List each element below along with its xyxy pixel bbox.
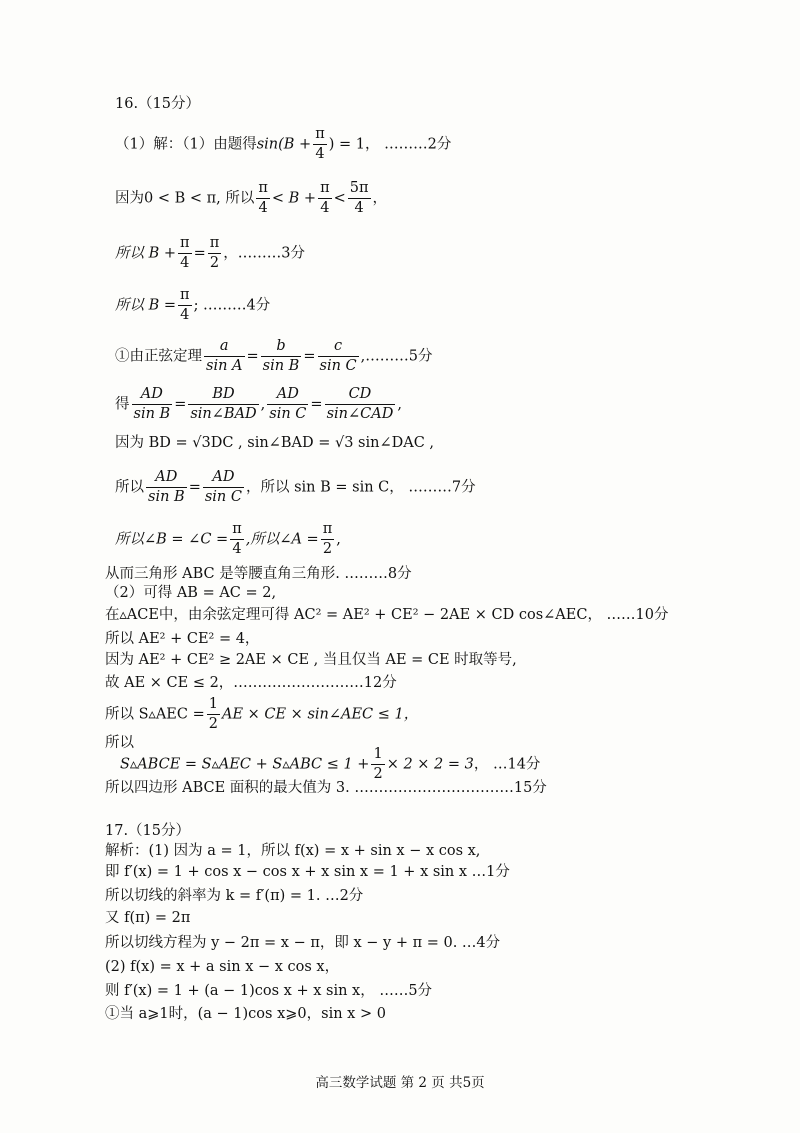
- text: ) = 1， ………2分: [328, 136, 452, 153]
- text: ,………5分: [360, 348, 433, 365]
- p17-line-7: 则 f′(x) = 1 + (a − 1)cos x + x sin x， ……5分: [105, 983, 433, 999]
- numerator: AD: [267, 387, 308, 405]
- math: ,: [336, 531, 341, 548]
- p16-line-12: 在▵ACE中，由余弦定理可得 AC² = AE² + CE² − 2AE × CD cos∠AEC， ……10分: [105, 607, 669, 623]
- p16-line-13: 所以 AE² + CE² = 4，: [105, 631, 260, 647]
- denominator: sin∠BAD: [190, 406, 257, 423]
- math: S▵ABCE = S▵AEC + S▵ABC ≤ 1 +: [120, 756, 370, 773]
- fraction-pi-4: [230, 522, 244, 557]
- math: =: [303, 348, 316, 365]
- fraction-AD-sinB: [146, 470, 187, 505]
- fraction-1-2: [207, 697, 220, 732]
- denominator: 4: [320, 200, 330, 217]
- p16-line-19: 所以四边形 ABCE 面积的最大值为 3. ……………………………15分: [105, 780, 547, 796]
- fraction-AD-sinB: [132, 387, 173, 422]
- text: ， …14分: [473, 756, 541, 773]
- text: 所以 S▵AEC =: [105, 706, 205, 723]
- fraction-c-sinC: [318, 339, 359, 374]
- text: 因为0 < B < π, 所以: [115, 190, 255, 207]
- p17-line-4: 又 f(π) = 2π: [105, 910, 191, 926]
- p16-line-11: （2）可得 AB = AC = 2,: [105, 585, 277, 601]
- fraction-1-2: [371, 747, 384, 782]
- denominator: sin C: [319, 358, 357, 375]
- problem-16-header: 16.（15分）: [115, 96, 201, 112]
- numerator: 1: [207, 697, 220, 715]
- p16-line-3: [115, 236, 305, 271]
- denominator: sin C: [204, 489, 242, 506]
- math: =: [188, 479, 201, 496]
- text: ，: [372, 190, 388, 207]
- numerator: a: [204, 339, 245, 357]
- p16-line-9: [115, 522, 341, 557]
- math: × 2 × 2 = 3: [386, 756, 474, 773]
- page-footer: 高三数学试题 第 2 页 共5页: [315, 1075, 485, 1091]
- denominator: 4: [180, 307, 190, 324]
- p16-line-16: [105, 697, 418, 732]
- p16-line-17: 所以: [105, 735, 134, 751]
- fraction-a-sinA: [204, 339, 245, 374]
- math: ,: [397, 396, 402, 413]
- p16-line-5: [115, 339, 432, 374]
- p17-line-1: 解析：(1) 因为 a = 1，所以 f(x) = x + sin x − x cos x,: [105, 843, 481, 859]
- p17-line-5: 所以切线方程为 y − 2π = x − π，即 x − y + π = 0. …4分: [105, 935, 501, 951]
- p16-line-7: 因为 BD = √3DC , sin∠BAD = √3 sin∠DAC ,: [115, 435, 435, 451]
- numerator: π: [208, 236, 222, 254]
- denominator: sin∠CAD: [326, 406, 394, 423]
- p17-line-2: 即 f′(x) = 1 + cos x − cos x + x sin x = 1 + x sin x …1分: [105, 864, 510, 880]
- p16-line-10: 从而三角形 ABC 是等腰直角三角形. ………8分: [105, 566, 412, 582]
- text: ，所以 sin B = sin C， ………7分: [245, 479, 476, 496]
- denominator: 4: [315, 146, 325, 163]
- fraction-pi-2: [208, 236, 222, 271]
- numerator: π: [230, 522, 244, 540]
- fraction-5pi-4: [348, 181, 371, 216]
- p16-line-18: [120, 747, 540, 782]
- numerator: CD: [325, 387, 396, 405]
- fraction-AD-sinC: [203, 470, 244, 505]
- numerator: c: [318, 339, 359, 357]
- p16-line-6: [115, 387, 402, 422]
- math: <: [333, 190, 346, 207]
- p16-line-14: 因为 AE² + CE² ≥ 2AE × CE , 当且仅当 AE = CE 时取等号,: [105, 652, 517, 668]
- fraction-b-sinB: [261, 339, 302, 374]
- numerator: BD: [188, 387, 258, 405]
- numerator: 5π: [348, 181, 371, 199]
- denominator: sin C: [269, 406, 307, 423]
- denominator: 2: [209, 255, 220, 272]
- numerator: π: [256, 181, 270, 199]
- math: ,所以∠A =: [245, 531, 319, 548]
- math: < B +: [271, 190, 317, 207]
- numerator: π: [178, 288, 192, 306]
- text: 所以: [115, 479, 144, 496]
- p17-line-3: 所以切线的斜率为 k = f′(π) = 1. …2分: [105, 888, 364, 904]
- math: 所以 B +: [115, 245, 177, 262]
- numerator: 1: [371, 747, 384, 765]
- math: =: [246, 348, 259, 365]
- denominator: sin B: [133, 406, 171, 423]
- numerator: π: [178, 236, 192, 254]
- fraction-CD-sinCAD: [325, 387, 396, 422]
- math: =: [174, 396, 187, 413]
- p16-line-1: [115, 127, 451, 162]
- numerator: π: [313, 127, 327, 145]
- numerator: π: [318, 181, 332, 199]
- denominator: 4: [354, 200, 364, 217]
- p17-line-6: (2) f(x) = x + a sin x − x cos x，: [105, 959, 340, 975]
- math: 所以∠B = ∠C =: [115, 531, 229, 548]
- denominator: 4: [180, 255, 190, 272]
- numerator: AD: [132, 387, 173, 405]
- numerator: b: [261, 339, 302, 357]
- p16-line-15: 故 AE × CE ≤ 2，………………………12分: [105, 675, 397, 691]
- p16-line-8: [115, 470, 476, 505]
- denominator: 2: [208, 716, 218, 733]
- numerator: AD: [203, 470, 244, 488]
- math: AE × CE × sin∠AEC ≤ 1，: [221, 706, 419, 723]
- p17-line-8: ①当 a⩾1时，(a − 1)cos x⩾0，sin x > 0: [105, 1006, 386, 1022]
- fraction-pi-4: [178, 236, 192, 271]
- text: （1）解：（1）由题得: [115, 136, 257, 153]
- math: ,: [260, 396, 266, 413]
- denominator: 2: [373, 766, 383, 783]
- problem-17-header: 17.（15分）: [105, 823, 191, 839]
- text: ，………3分: [223, 245, 305, 262]
- numerator: π: [321, 522, 335, 540]
- fraction-pi-4: [178, 288, 192, 323]
- math: sin(B +: [256, 136, 312, 153]
- denominator: sin B: [148, 489, 185, 506]
- denominator: 4: [232, 541, 242, 558]
- p16-line-4: [115, 288, 270, 323]
- denominator: sin B: [262, 358, 300, 375]
- math: =: [310, 396, 323, 413]
- denominator: 2: [322, 541, 333, 558]
- denominator: 4: [258, 200, 268, 217]
- text: ①由正弦定理: [115, 348, 202, 365]
- fraction-pi-4: [313, 127, 327, 162]
- p16-line-2: [115, 181, 387, 216]
- math: 所以 B =: [115, 297, 177, 314]
- text: ; ………4分: [193, 297, 271, 314]
- fraction-pi-2: [321, 522, 335, 557]
- math: =: [193, 245, 206, 262]
- text: 得: [115, 396, 130, 413]
- fraction-AD-sinC: [267, 387, 308, 422]
- denominator: sin A: [206, 358, 243, 375]
- fraction-BD-sinBAD: [188, 387, 258, 422]
- fraction-pi-4: [318, 181, 332, 216]
- fraction-pi-4: [256, 181, 270, 216]
- numerator: AD: [146, 470, 187, 488]
